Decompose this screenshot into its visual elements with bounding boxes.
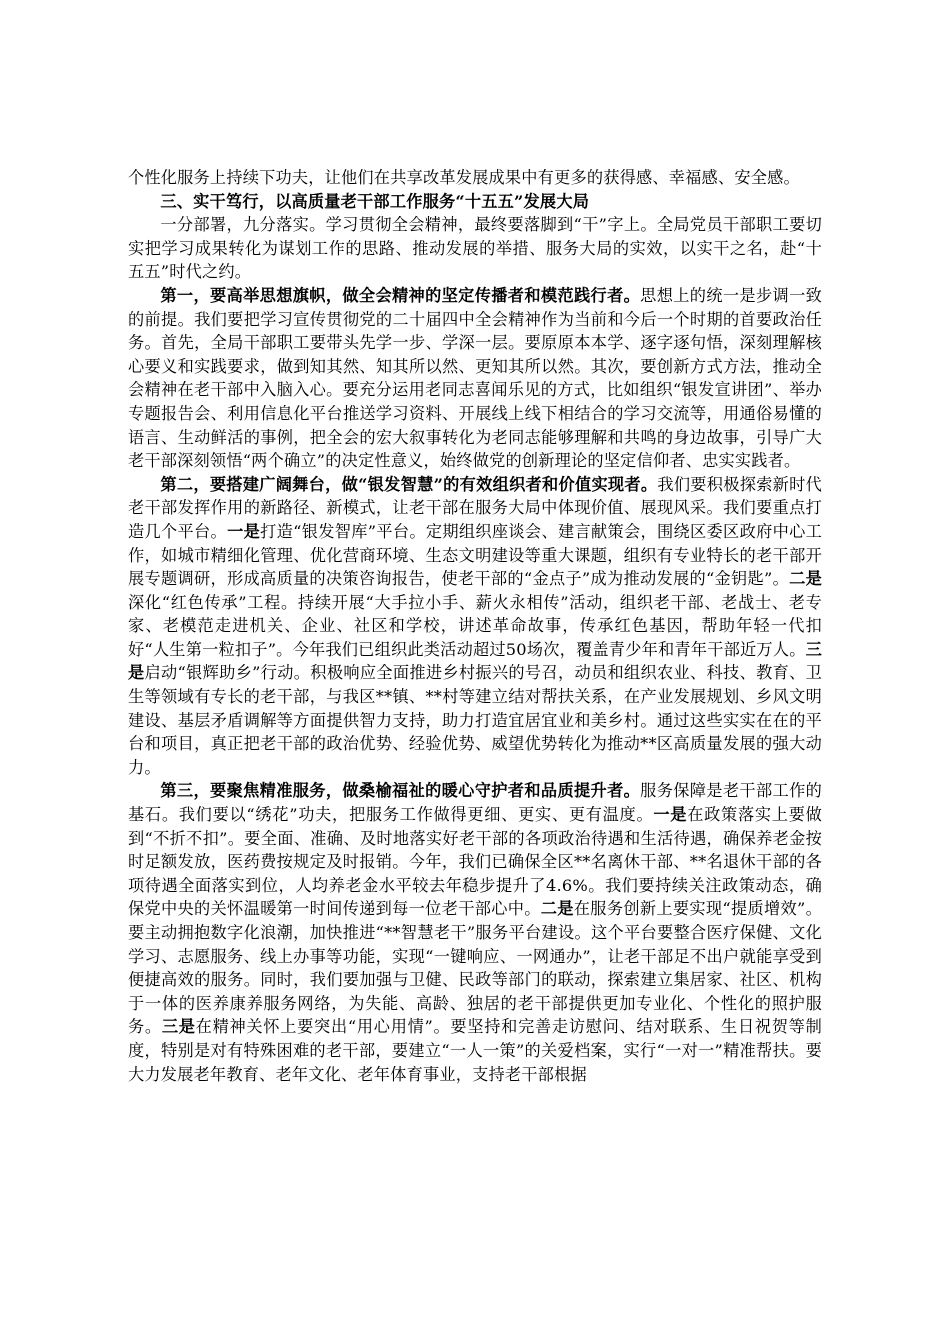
paragraph-second-body-b: 打造“银发智库”平台。定期组织座谈会、建言献策会，围绕区委区政府中心工作，如城市精细化管理、优化营商环境、生态文明建设等重大课题，组织有专业特长的老干部开展专题调研，形成高质量的决策咨询报告，使老干部的“金点子”成为推动发展的“金钥匙”。 bbox=[128, 521, 822, 589]
paragraph-third-body-b: 在政策落实上要做到“不折不扣”。要全面、准确、及时地落实好老干部的各项政治待遇和生活待遇，确保养老金按时足额发放，医药费按规定及时报销。今年，我们已确保全区**名离休干部、**名退休干部的各项待遇全面落实到位，人均养老金水平较去年稳步提升了4.6%。我们要持续关注政策动态，确保党中央的关怀温暖第一时间传递到每一位老干部心中。 bbox=[128, 805, 822, 919]
paragraph-second-body-d: 启动“银辉助乡”行动。积极响应全面推进乡村振兴的号召，动员和组织农业、科技、教育、卫生等领域有专长的老干部，与我区**镇、**村等建立结对帮扶关系，在产业发展规划、乡风文明建设、基层矛盾调解等方面提供智力支持，助力打造宜居宜业和美乡村。通过这些实实在在的平台和项目，真正把老干部的政治优势、经验优势、威望优势转化为推动**区高质量发展的强大动力。 bbox=[128, 663, 822, 777]
keyword-yi-shi: 一是 bbox=[653, 805, 688, 825]
paragraph-third-body-d: 在精神关怀上要突出“用心用情”。要坚持和完善走访慰问、结对联系、生日祝贺等制度，特别是对有特殊困难的老干部，要建立“一人一策”的关爱档案，实行“一对一”精准帮扶。要大力发展老年教育、老年文化、老年体育事业，支持老干部根据 bbox=[128, 1017, 822, 1084]
keyword-er-shi: 二是 bbox=[540, 899, 574, 919]
paragraph-first bbox=[128, 284, 822, 473]
paragraph-first-body: 思想上的统一是步调一致的前提。我们要把学习宣传贯彻党的二十届四中全会精神作为当前和今后一个时期的首要政治任务。首先，全局干部职工要带头先学一步、学深一层。要原原本本学、逐字逐句悟，深刻理解核心要义和实践要求，做到知其然、知其所以然、更知其所以然。其次，要创新方式方法，推动全会精神在老干部中入脑入心。要充分运用老同志喜闻乐见的方式，比如组织“银发宣讲团”、举办专题报告会、利用信息化平台推送学习资料、开展线上线下相结合的学习交流等，用通俗易懂的语言、生动鲜活的事例，把全会的宏大叙事转化为老同志能够理解和共鸣的身边故事，引导广大老干部深刻领悟“两个确立”的决定性意义，始终做党的创新理论的坚定信仰者、忠实实践者。 bbox=[128, 285, 822, 471]
document-page bbox=[128, 166, 822, 1086]
paragraph-second-lead: 第二，要搭建广阔舞台，做“银发智慧”的有效组织者和价值实现者。 bbox=[160, 474, 658, 494]
section-heading-3: 三、实干笃行，以高质量老干部工作服务“十五五”发展大局 bbox=[160, 191, 590, 211]
paragraph-continued: 个性化服务上持续下功夫，让他们在共享改革发展成果中有更多的获得感、幸福感、安全感。 bbox=[128, 168, 800, 187]
paragraph-second-body-c: 深化“红色传承”工程。持续开展“大手拉小手、薪火永相传”活动，组织老干部、老战士、老专家、老模范走进机关、企业、社区和学校，讲述革命故事，传承红色基因，帮助年轻一代扣好“人生第一粒扣子”。今年我们已组织此类活动超过50场次，覆盖青少年和青年干部近万人。 bbox=[128, 592, 822, 659]
paragraph-third bbox=[128, 779, 822, 1086]
paragraph-intro: 一分部署，九分落实。学习贯彻全会精神，最终要落脚到“干”字上。全局党员干部职工要切实把学习成果转化为谋划工作的思路、推动发展的举措、服务大局的实效，以实干之名，赴“十五五”时代之约。 bbox=[128, 215, 822, 282]
keyword-er-shi: 二是 bbox=[789, 569, 823, 589]
keyword-san-shi: 三是 bbox=[128, 639, 822, 683]
paragraph-second bbox=[128, 473, 822, 780]
keyword-yi-shi: 一是 bbox=[227, 521, 261, 541]
paragraph-third-body-c: 在服务创新上要实现“提质增效”。要主动拥抱数字化浪潮，加快推进“**智慧老干”服务平台建设。这个平台要整合医疗保健、文化学习、志愿服务、线上办事等功能，实现“一键响应、一网通办”，让老干部足不出户就能享受到便捷高效的服务。同时，我们要加强与卫健、民政等部门的联动，探索建立集居家、社区、机构于一体的医养康养服务网络，为失能、高龄、独居的老干部提供更加专业化、个性化的照护服务。 bbox=[128, 899, 823, 1037]
paragraph-third-lead: 第三，要聚焦精准服务，做桑榆福祉的暖心守护者和品质提升者。 bbox=[160, 781, 641, 801]
paragraph-second-body-a: 我们要积极探索新时代老干部发挥作用的新路径、新模式，让老干部在服务大局中体现价值、展现风采。我们要重点打造几个平台。 bbox=[128, 474, 822, 541]
keyword-san-shi: 三是 bbox=[161, 1017, 196, 1037]
paragraph-third-body-a: 服务保障是老干部工作的基石。我们要以“绣花”功夫，把服务工作做得更细、更实、更有温度。 bbox=[128, 781, 822, 825]
paragraph-first-lead: 第一，要高举思想旗帜，做全会精神的坚定传播者和模范践行者。 bbox=[160, 285, 641, 305]
